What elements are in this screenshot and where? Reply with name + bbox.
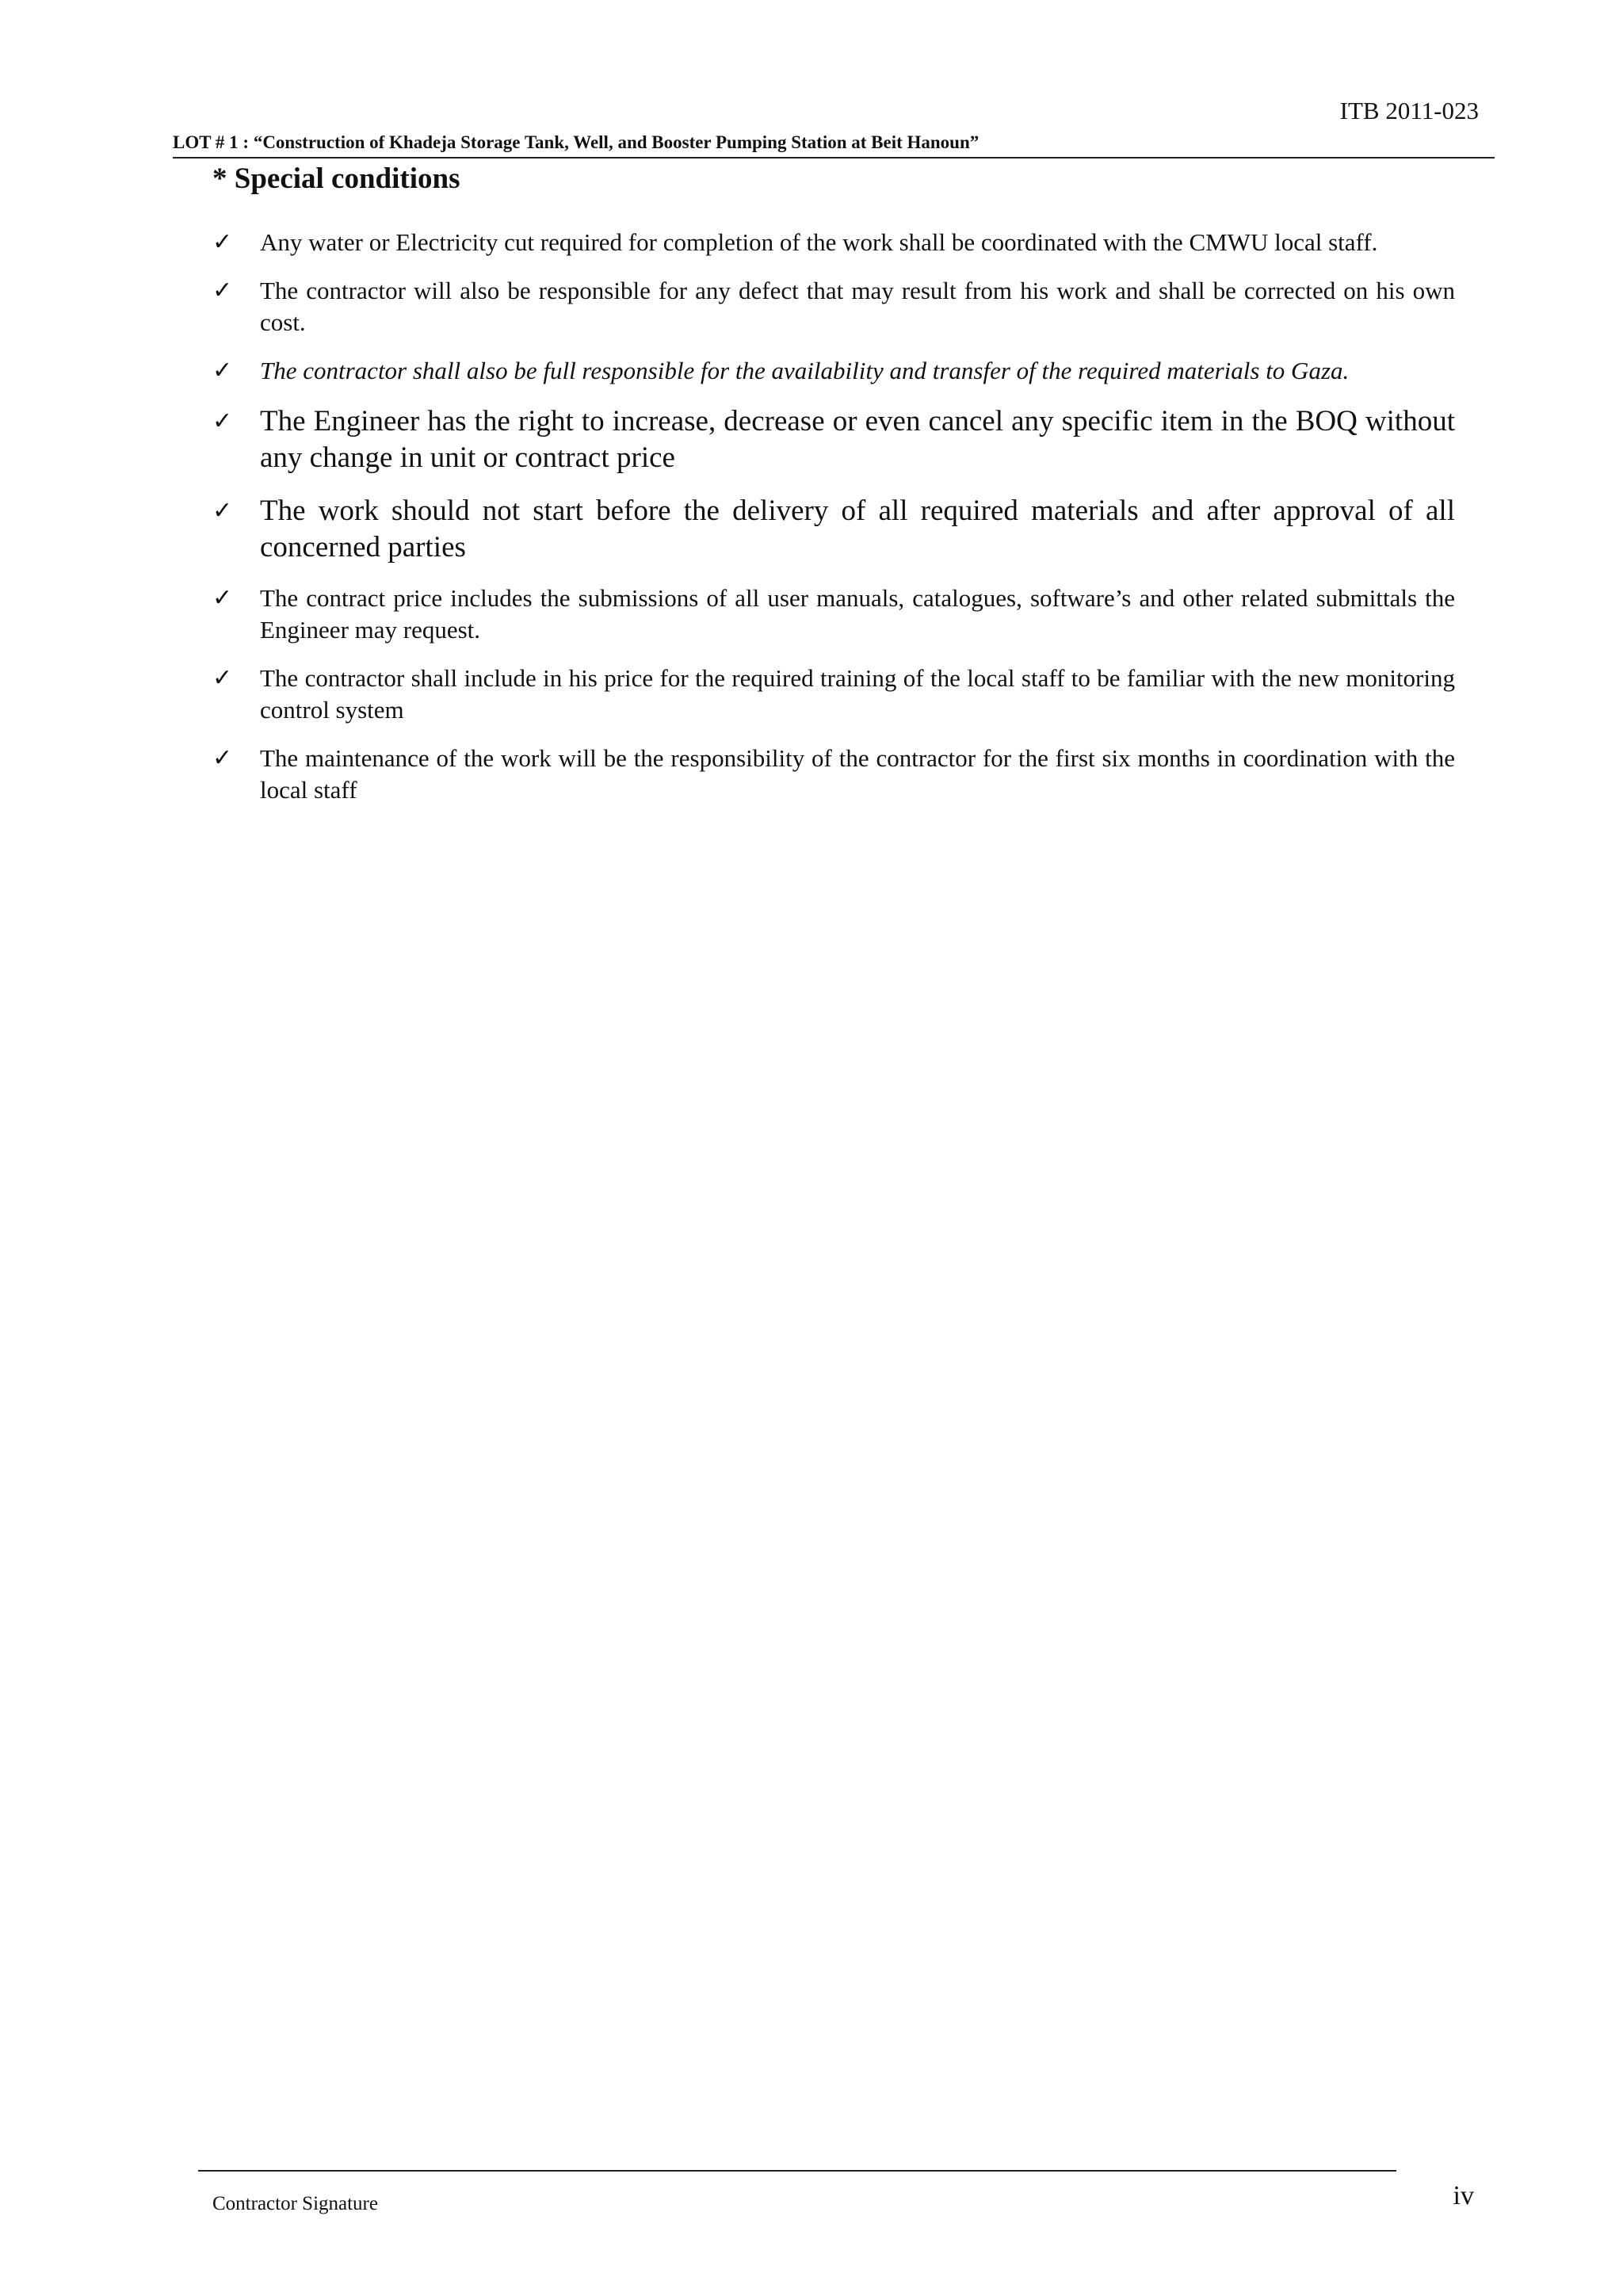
checkmark-icon: ✓ <box>212 664 233 692</box>
section-heading: * Special conditions <box>212 162 460 195</box>
checkmark-icon: ✓ <box>212 228 233 256</box>
checkmark-icon: ✓ <box>212 357 233 384</box>
condition-text: The contractor will also be responsible for any defect that may result from his work and shall be corrected on his own cost. <box>260 277 1455 336</box>
condition-item <box>212 743 1455 806</box>
condition-text: The contract price includes the submissions of all user manuals, catalogues, software’s and other related submittals the Engineer may request. <box>260 584 1455 644</box>
condition-item <box>212 355 1455 387</box>
condition-item <box>212 227 1455 258</box>
condition-item <box>212 403 1455 476</box>
condition-text: The work should not start before the delivery of all required materials and after approval of all concerned parties <box>260 495 1455 563</box>
checkmark-icon: ✓ <box>212 497 233 525</box>
condition-text: The contractor shall include in his price for the required training of the local staff to be familiar with the new monitoring control system <box>260 664 1455 724</box>
page-number: iv <box>1453 2181 1474 2210</box>
checkmark-icon: ✓ <box>212 744 233 772</box>
contractor-signature-label: Contractor Signature <box>212 2193 378 2214</box>
lot-title: LOT # 1 : “Construction of Khadeja Storage Tank, Well, and Booster Pumping Station at Beit Hanoun” <box>173 132 980 152</box>
condition-item <box>212 493 1455 566</box>
document-id: ITB 2011-023 <box>1339 97 1479 124</box>
checkmark-icon: ✓ <box>212 584 233 612</box>
conditions-list <box>212 227 1455 823</box>
condition-text: Any water or Electricity cut required for completion of the work shall be coordinated with the CMWU local staff. <box>260 228 1378 256</box>
condition-item <box>212 583 1455 646</box>
condition-item <box>212 275 1455 338</box>
condition-text: The maintenance of the work will be the responsibility of the contractor for the first six months in coordination with the local staff <box>260 744 1455 804</box>
condition-text: The contractor shall also be full responsible for the availability and transfer of the required materials to Gaza. <box>260 357 1350 384</box>
header-divider <box>173 157 1495 159</box>
condition-item <box>212 663 1455 726</box>
checkmark-icon: ✓ <box>212 407 233 435</box>
footer-divider <box>198 2170 1396 2172</box>
checkmark-icon: ✓ <box>212 277 233 304</box>
condition-text: The Engineer has the right to increase, decrease or even cancel any specific item in the BOQ without any change in unit or contract price <box>260 405 1455 474</box>
